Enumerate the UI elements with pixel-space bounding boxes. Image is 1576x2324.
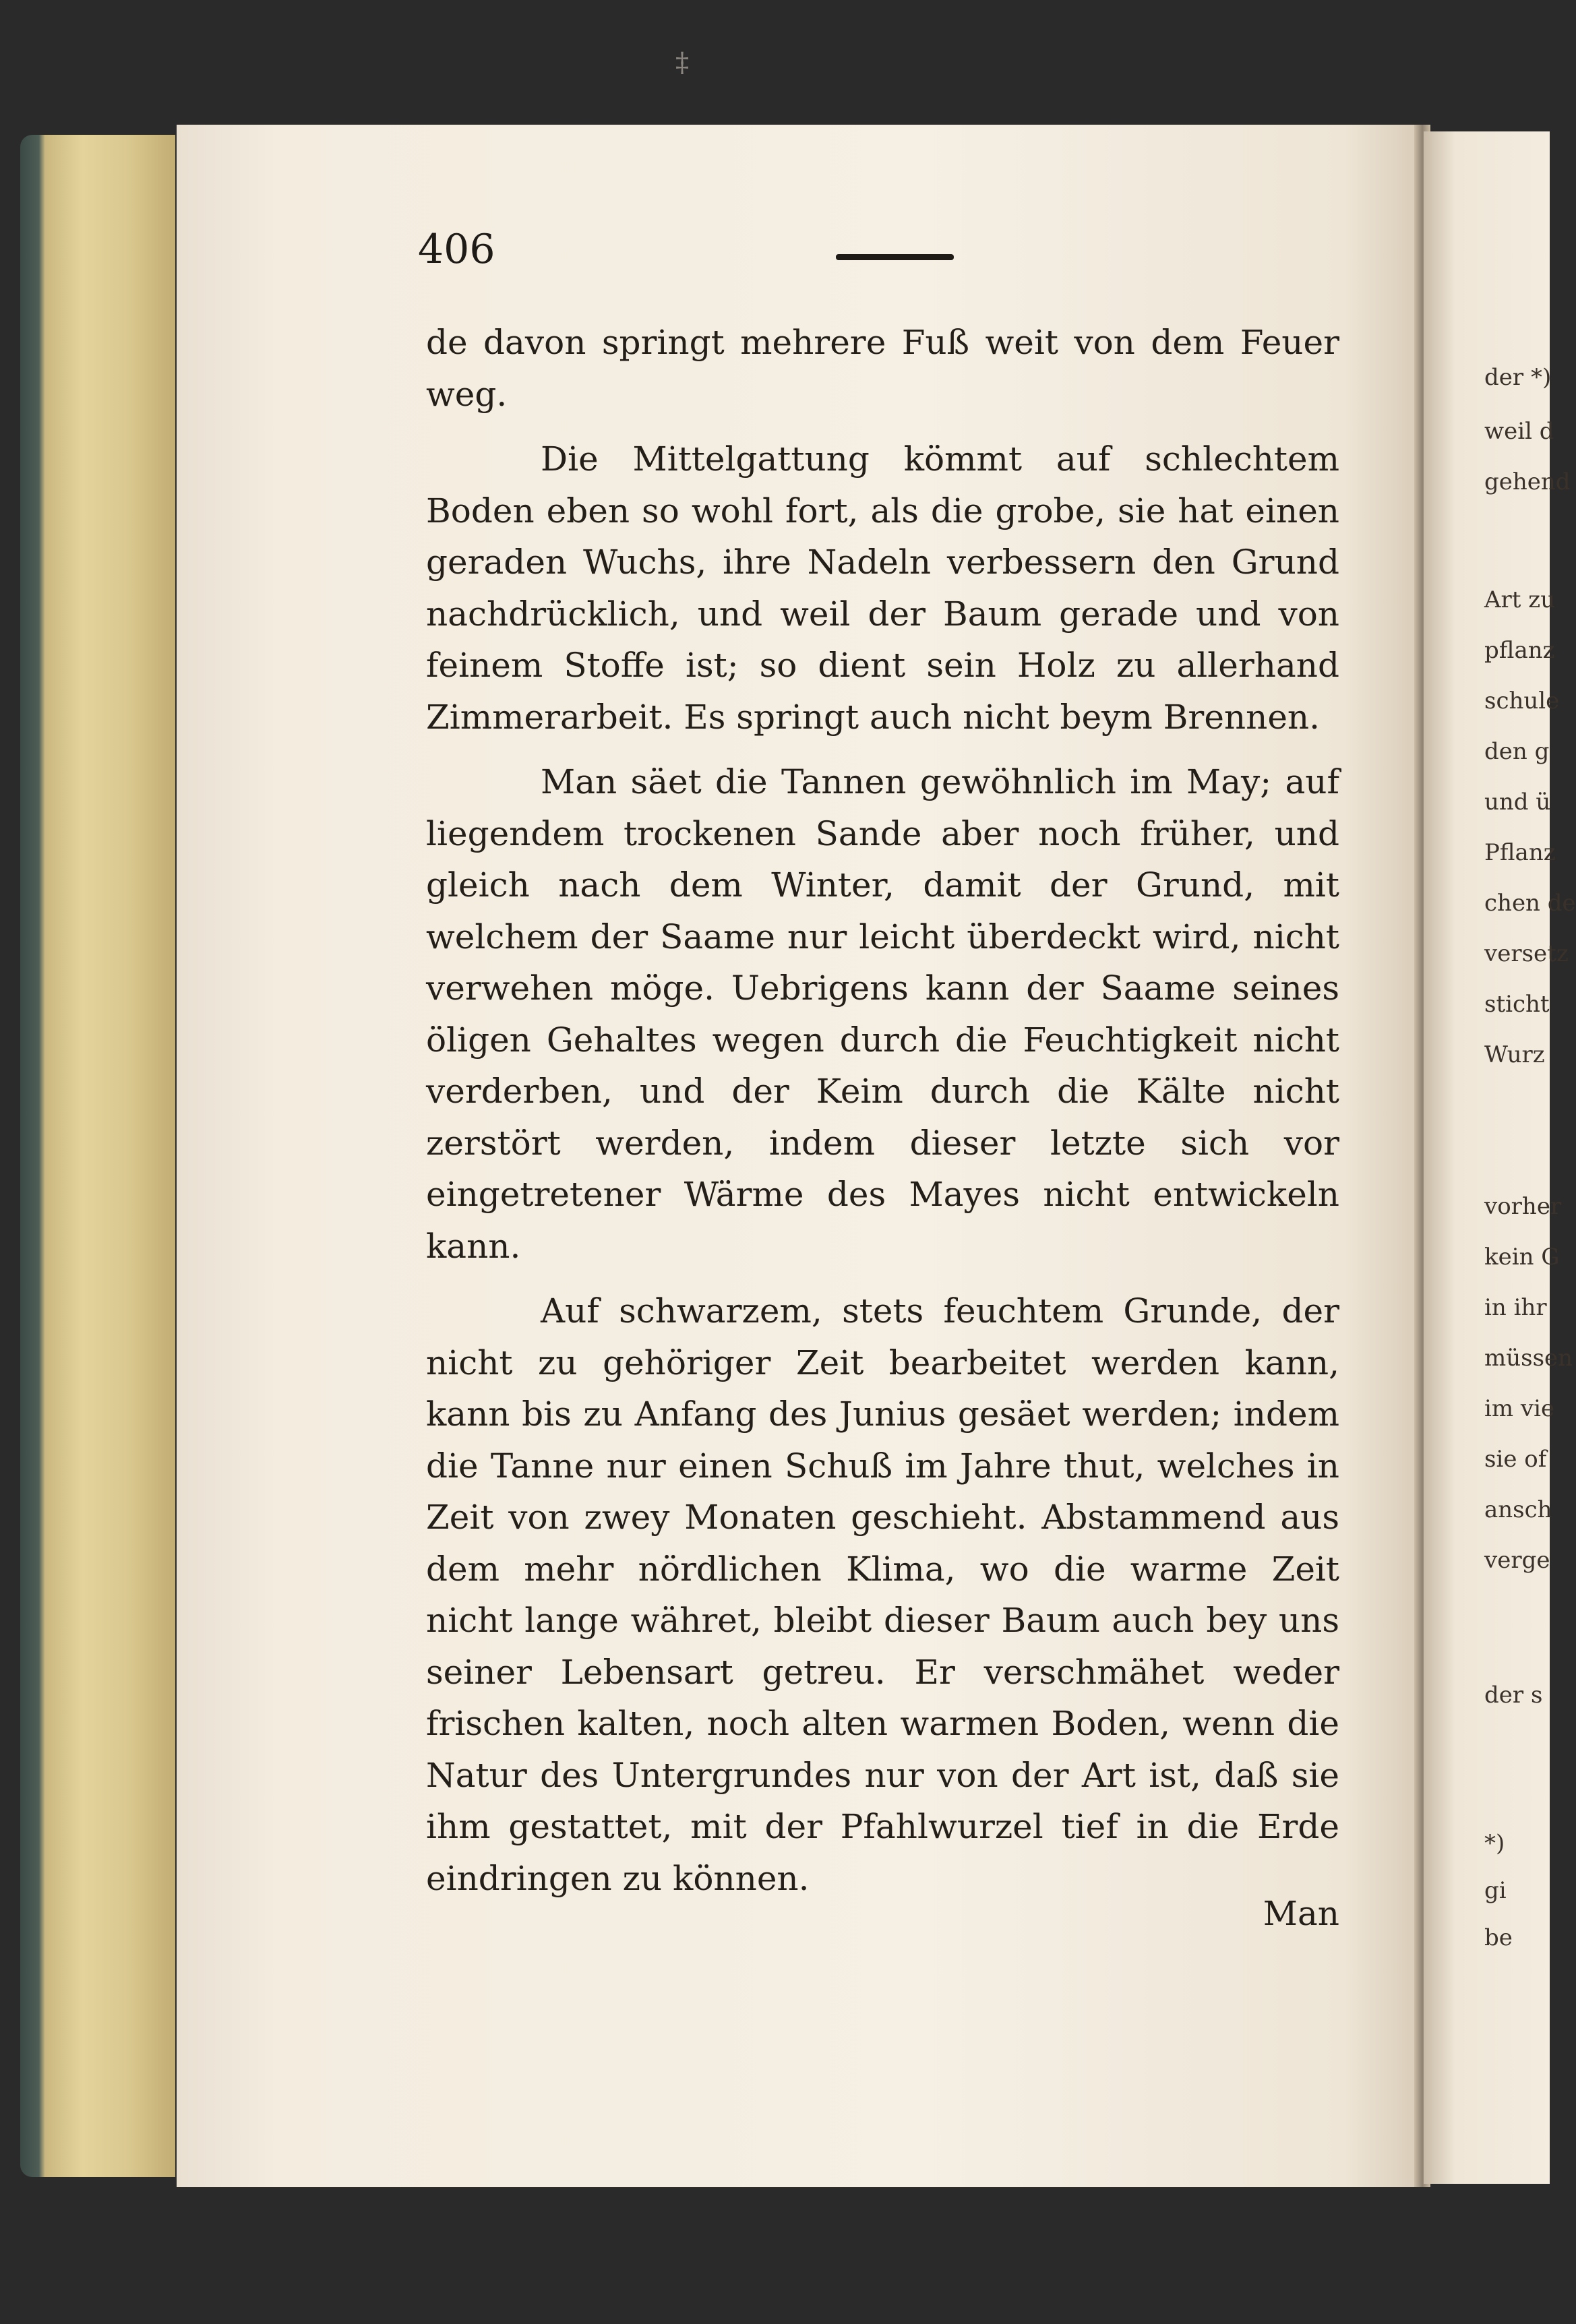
- next-page-line: der *): [1484, 364, 1552, 391]
- next-page-line: Art zu: [1484, 586, 1556, 613]
- next-page-line: ansch: [1484, 1496, 1552, 1523]
- next-page-line: schule: [1484, 687, 1560, 714]
- next-page-line: gehend: [1484, 468, 1571, 495]
- next-page-line: Wurz: [1484, 1041, 1545, 1068]
- header-rule: [836, 254, 954, 260]
- next-page-line: im vie: [1484, 1395, 1555, 1422]
- next-page-line: kein G: [1484, 1244, 1560, 1271]
- page-number: 406: [418, 226, 495, 273]
- next-page-line: und ü: [1484, 789, 1551, 816]
- next-page-line: pflanz: [1484, 637, 1555, 664]
- paragraph: Man säet die Tannen gewöhnlich im May; auf liegendem trockenen Sande aber noch früher, und gleich nach dem Winter, damit der Grund, mit welchem der Saame nur leicht überdeckt wird, nicht verwehen möge. Uebrigens kann der Saame seines öligen Gehaltes wegen durch die Feuchtigkeit nicht verderben, und der Keim durch die Kälte nicht zerstört werden, indem dieser letzte sich vor eingetretener Wärme des Mayes nicht entwickeln kann.: [426, 762, 1339, 1266]
- right-page-fragment: [1424, 131, 1576, 2184]
- next-page-line: *): [1484, 1830, 1505, 1857]
- next-page-line: versetz: [1484, 940, 1569, 967]
- next-page-line: weil d: [1484, 418, 1554, 445]
- paragraph: Auf schwarzem, stets feuchtem Grunde, der nicht zu gehöriger Zeit bearbeitet werden kann, kann bis zu Anfang des Junius gesäet werden; indem die Tanne nur einen Schuß im Jahre thut, welches in Zeit von zwey Monaten geschieht. Abstammend aus dem mehr nördlichen Klima, wo die warme Zeit nicht lange währet, bleibt dieser Baum auch bey uns seiner Lebensart getreu. Er verschmähet weder frischen kalten, noch alten warmen Boden, wenn die Natur des Untergrundes nur von der Art ist, daß sie ihm gestattet, mit der Pfahlwurzel tief in die Erde eindringen zu können.: [426, 1291, 1339, 1898]
- paragraph-continuation: de davon springt mehrere Fuß weit von dem Feuer weg.: [426, 323, 1339, 414]
- next-page-line: der s: [1484, 1682, 1543, 1709]
- next-page-line: vorher: [1484, 1193, 1562, 1220]
- next-page-line: sticht: [1484, 991, 1550, 1018]
- next-page-line: Pflanz: [1484, 839, 1556, 866]
- next-page-line: chen de: [1484, 890, 1576, 917]
- catchword: Man: [1263, 1894, 1339, 1933]
- next-page-line: sie of: [1484, 1446, 1547, 1473]
- next-page-line: be: [1484, 1924, 1513, 1951]
- next-page-line: müssen: [1484, 1345, 1573, 1372]
- next-page-line: verge: [1484, 1547, 1550, 1574]
- next-page-line: gi: [1484, 1877, 1507, 1904]
- next-page-line: in ihr: [1484, 1294, 1547, 1321]
- next-page-line: den g: [1484, 738, 1550, 765]
- paragraph: Die Mittelgattung kömmt auf schlechtem Boden eben so wohl fort, als die grobe, sie hat einen geraden Wuchs, ihre Nadeln verbessern den Grund nachdrücklich, und weil der Baum gerade und von feinem Stoffe ist; so dient sein Holz zu allerhand Zimmerarbeit. Es springt auch nicht beym Brennen.: [426, 439, 1339, 737]
- page-body-text: [426, 317, 1339, 1918]
- top-binding-mark: ‡: [675, 47, 689, 78]
- book-page-edges: [20, 135, 175, 2177]
